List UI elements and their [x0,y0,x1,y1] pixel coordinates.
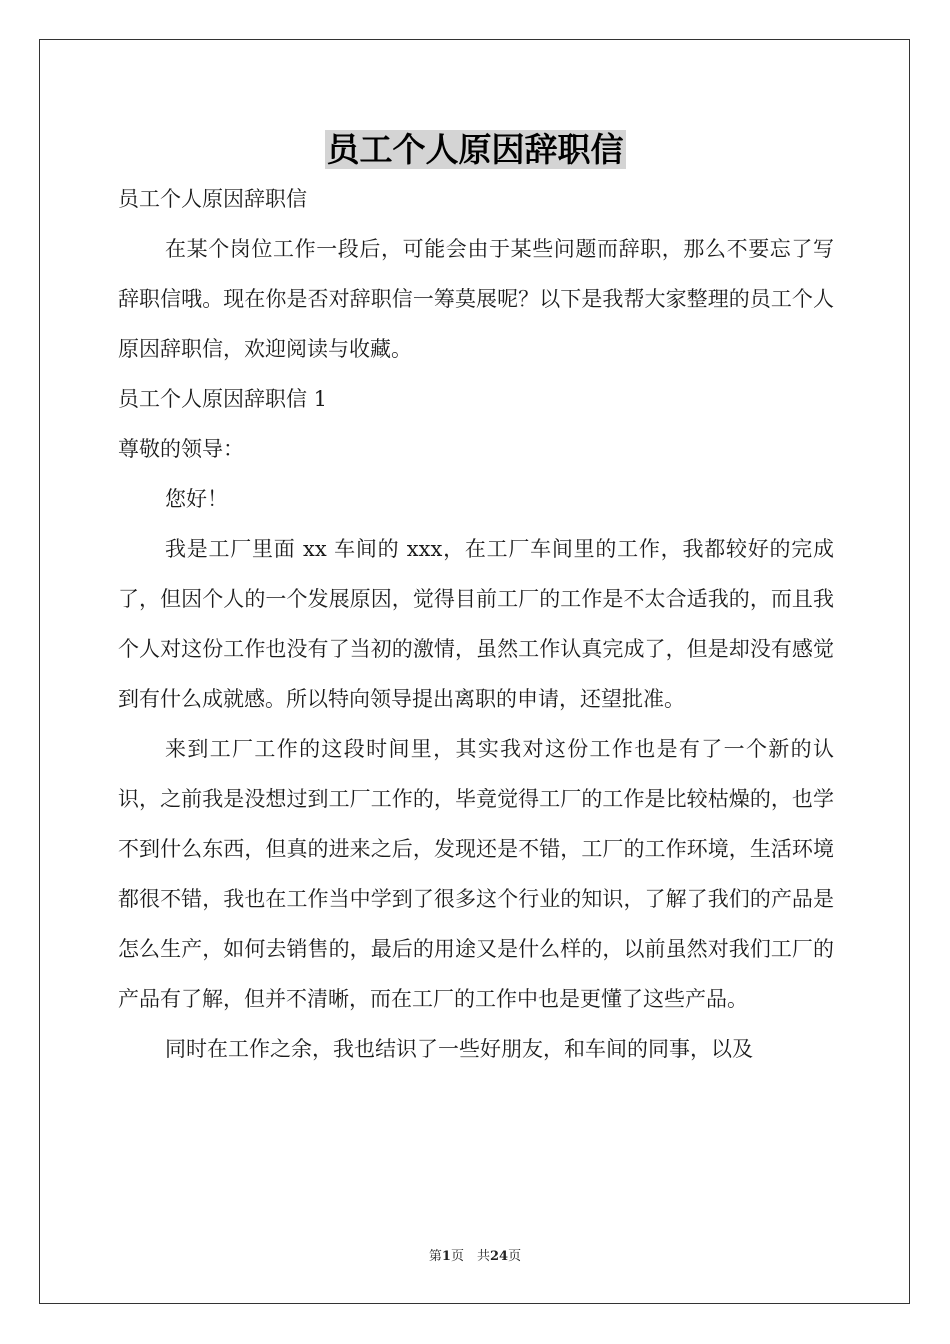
footer-suffix: 页 [508,1249,522,1264]
footer-current-page: 1 [441,1249,451,1264]
body-paragraph: 来到工厂工作的这段时间里，其实我对这份工作也是有了一个新的认识，之前我是没想过到工厂工作的，毕竟觉得工厂的工作是比较枯燥的，也学不到什么东西，但真的进来之后，发现还是不错，工厂的工作环境，生活环境都很不错，我也在工作当中学到了很多这个行业的知识，了解了我们的产品是怎么生产，如何去销售的，最后的用途又是什么样的，以前虽然对我们工厂的产品有了解，但并不清晰，而在工厂的工作中也是更懂了这些产品。 [118,737,834,1011]
document-title-text: 员工个人原因辞职信 [326,130,624,169]
footer-prefix: 第 [428,1249,442,1264]
footer-total-pages: 24 [489,1249,509,1264]
body-paragraph: 我是工厂里面 xx 车间的 xxx，在工厂车间里的工作，我都较好的完成了，但因个人的一个发展原因，觉得目前工厂的工作是不太合适我的，而且我个人对这份工作也没有了当初的激情，虽然工作认真完成了，但是却没有感觉到有什么成就感。所以特向领导提出离职的申请，还望批准。 [118,537,834,711]
page-footer [0,1245,950,1264]
document-body [118,174,834,1074]
intro-paragraph: 在某个岗位工作一段后，可能会由于某些问题而辞职，那么不要忘了写辞职信哦。现在你是否对辞职信一筹莫展呢？以下是我帮大家整理的员工个人原因辞职信，欢迎阅读与收藏。 [118,237,834,361]
subtitle-paragraph: 员工个人原因辞职信 [118,187,307,211]
footer-mid: 页 共 [450,1249,490,1264]
section-heading: 员工个人原因辞职信 1 [118,387,328,411]
salutation: 尊敬的领导： [118,437,244,461]
body-paragraph: 同时在工作之余，我也结识了一些好朋友，和车间的同事，以及 [165,1037,753,1061]
greeting: 您好！ [165,487,228,511]
document-title [0,126,950,174]
